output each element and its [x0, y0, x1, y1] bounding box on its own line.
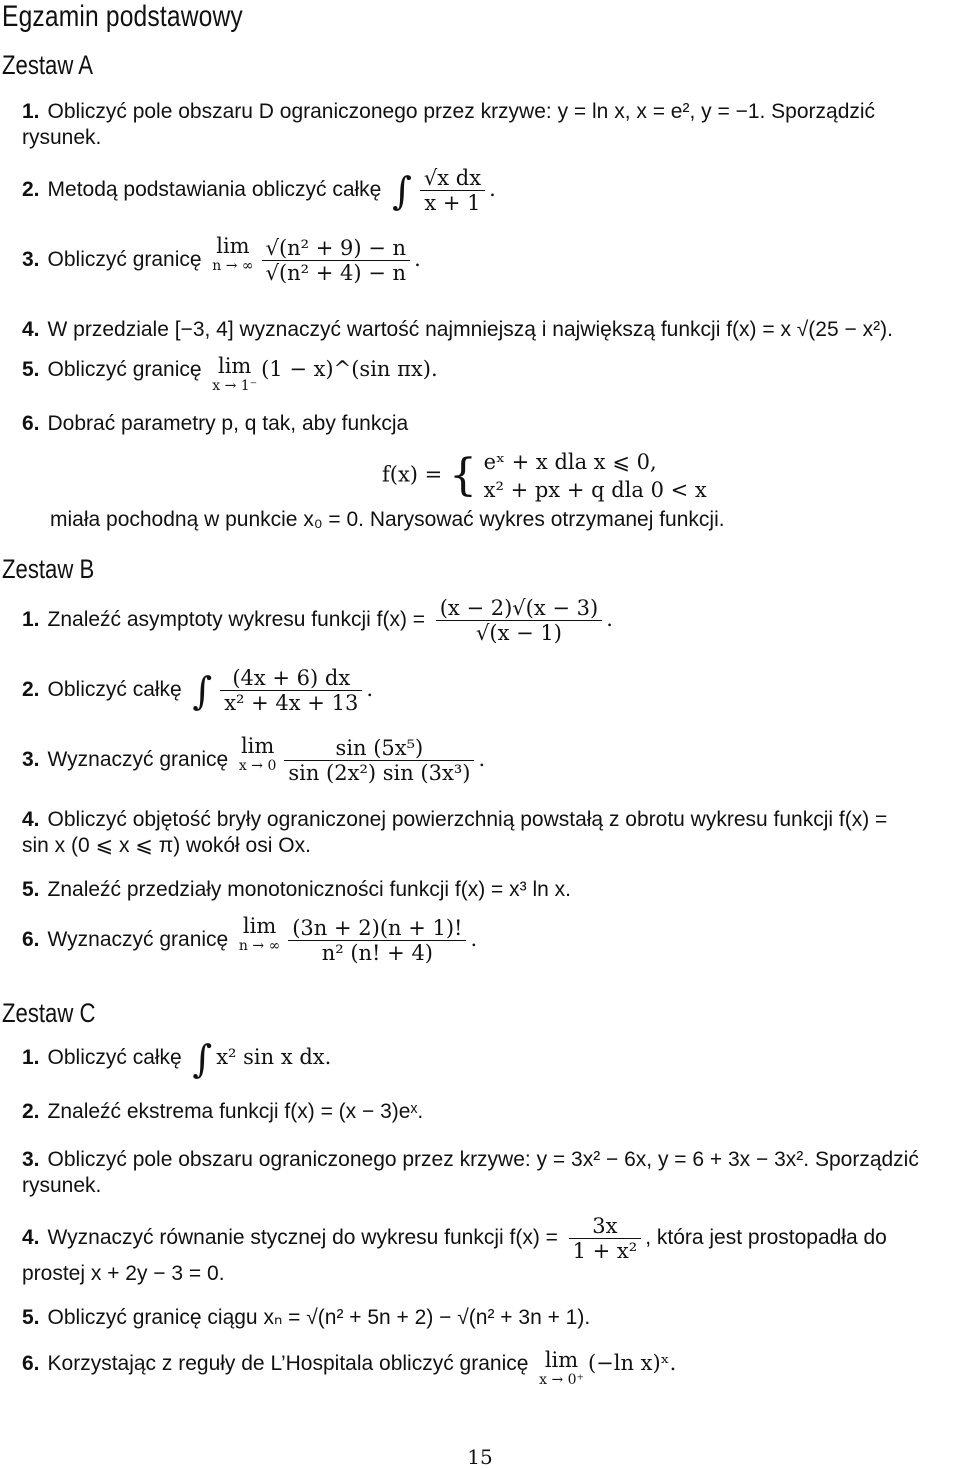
piecewise-function	[382, 448, 707, 504]
limit-subscript: n → ∞	[212, 258, 254, 274]
limit-operator	[539, 1350, 584, 1390]
problem-text: Wyznaczyć granicę	[47, 748, 229, 771]
section-heading-a: Zestaw A	[2, 50, 94, 80]
fraction	[284, 736, 474, 785]
problem-text: Obliczyć granicę ciągu xₙ = √(n² + 5n + 2) − √(n² + 3n + 1).	[47, 1306, 591, 1329]
numerator: (3n + 2)(n + 1)!	[288, 916, 466, 941]
problem-text: Znaleźć przedziały monotoniczności funkcji f(x) = x³ ln x.	[47, 878, 571, 901]
numerator: sin (5x⁵)	[284, 736, 474, 761]
limit-expression: (−ln x)ˣ.	[587, 1351, 677, 1375]
trailing-punct: .	[489, 177, 496, 201]
problem-text: Wyznaczyć granicę	[47, 928, 229, 951]
denominator: x + 1	[424, 191, 481, 215]
problem-number: 4.	[22, 808, 40, 831]
problem-c3	[22, 1146, 919, 1173]
fraction	[436, 596, 602, 645]
limit-label: lim	[216, 234, 250, 258]
problem-c6	[22, 1350, 676, 1390]
problem-b6	[22, 916, 477, 965]
numerator: (x − 2)√(x − 3)	[436, 596, 602, 621]
problem-b5	[22, 876, 571, 903]
problem-text: Obliczyć granicę	[47, 358, 202, 381]
problem-text: W przedziale [−3, 4] wyznaczyć wartość najmniejszą i największą funkcji f(x) = x √(25 − x²).	[47, 318, 893, 341]
denominator: sin (2x²) sin (3x³)	[288, 761, 471, 785]
integral-sign: ∫	[392, 168, 412, 213]
problem-number: 1.	[22, 1046, 40, 1069]
problem-number: 6.	[22, 1352, 40, 1375]
denominator: √(n² + 4) − n	[265, 261, 407, 285]
problem-number: 3.	[22, 248, 40, 271]
limit-subscript: n → ∞	[238, 938, 281, 954]
cases	[484, 448, 707, 504]
limit-label: lim	[544, 1348, 579, 1372]
integral-sign: ∫	[192, 1036, 213, 1081]
limit-expression: (1 − x)^(sin πx).	[261, 357, 438, 381]
problem-a5	[22, 356, 438, 396]
problem-b4-cont	[22, 832, 311, 859]
problem-text: Obliczyć granicę	[47, 248, 202, 271]
problem-a3	[22, 236, 421, 285]
limit-label: lim	[240, 734, 275, 758]
problem-number: 2.	[22, 1100, 40, 1123]
fraction	[220, 666, 362, 715]
problem-number: 6.	[22, 928, 40, 951]
problem-c4	[22, 1214, 887, 1263]
problem-number: 5.	[22, 878, 40, 901]
limit-label: lim	[218, 354, 252, 378]
problem-text-continued: prostej x + 2y − 3 = 0.	[22, 1262, 225, 1285]
trailing-punct: .	[470, 927, 478, 951]
limit-subscript: x → 0	[238, 758, 277, 774]
integral-sign: ∫	[192, 668, 213, 713]
limit-operator	[212, 356, 257, 396]
problem-a4	[22, 316, 893, 343]
integrand: x² sin x dx.	[216, 1045, 332, 1069]
problem-text: Obliczyć całkę	[47, 678, 182, 701]
problem-b1	[22, 596, 613, 645]
numerator: √x dx	[420, 166, 485, 191]
problem-number: 3.	[22, 748, 40, 771]
fraction	[262, 236, 411, 285]
problem-b2	[22, 666, 373, 715]
problem-a6	[22, 410, 408, 437]
problem-b3	[22, 736, 485, 785]
denominator: 1 + x²	[572, 1239, 638, 1263]
problem-b4	[22, 806, 887, 833]
problem-text: Korzystając z reguły de L’Hospitala obliczyć granicę	[47, 1352, 529, 1375]
problem-text-continued: rysunek.	[22, 1174, 102, 1197]
problem-number: 2.	[22, 178, 40, 201]
fraction	[288, 916, 466, 965]
problem-a2	[22, 166, 496, 215]
problem-c2	[22, 1098, 423, 1125]
problem-a1	[22, 98, 875, 125]
problem-text: Obliczyć pole obszaru ograniczonego przez krzywe: y = 3x² − 6x, y = 6 + 3x − 3x². Sporządzić	[47, 1148, 919, 1171]
denominator: x² + 4x + 13	[224, 691, 359, 715]
problem-number: 4.	[22, 318, 40, 341]
problem-text: Obliczyć całkę	[47, 1046, 182, 1069]
problem-text: Obliczyć pole obszaru D ograniczonego przez krzywe: y = ln x, x = e², y = −1. Sporządzić	[47, 100, 876, 123]
problem-number: 3.	[22, 1148, 40, 1171]
problem-number: 1.	[22, 100, 40, 123]
problem-number: 2.	[22, 678, 40, 701]
numerator: √(n² + 9) − n	[262, 236, 411, 261]
limit-operator	[239, 736, 276, 776]
section-heading-c: Zestaw C	[2, 998, 96, 1028]
numerator: (4x + 6) dx	[220, 666, 362, 691]
problem-a6-cont	[50, 506, 725, 533]
problem-number: 1.	[22, 608, 40, 631]
problem-text: Metodą podstawiania obliczyć całkę	[47, 178, 382, 201]
fraction	[569, 1214, 642, 1263]
trailing-punct: .	[606, 607, 613, 631]
denominator: √(x − 1)	[476, 621, 562, 645]
problem-c4-cont	[22, 1260, 225, 1287]
problem-text: Znaleźć asymptoty wykresu funkcji f(x) =	[47, 608, 426, 631]
problem-a1-cont	[22, 124, 101, 151]
problem-c1	[22, 1036, 332, 1081]
function-label: f(x) =	[382, 462, 443, 487]
problem-text-continued: sin x (0 ⩽ x ⩽ π) wokół osi Ox.	[22, 834, 311, 857]
problem-c5	[22, 1304, 590, 1331]
page-number: 15	[467, 1445, 493, 1469]
page-title: Egzamin podstawowy	[2, 0, 243, 33]
problem-text: Znaleźć ekstrema funkcji f(x) = (x − 3)eˣ.	[47, 1100, 424, 1123]
fraction	[420, 166, 485, 215]
problem-text: Wyznaczyć równanie stycznej do wykresu funkcji f(x) =	[47, 1226, 558, 1249]
trailing-punct: .	[414, 247, 421, 271]
limit-operator	[212, 236, 253, 276]
denominator: n² (n! + 4)	[321, 941, 433, 965]
case-1: eˣ + x dla x ⩽ 0,	[483, 450, 657, 474]
problem-text: Obliczyć objętość bryły ograniczonej powierzchnią powstałą z obrotu wykresu funkcji f(x) =	[47, 808, 888, 831]
limit-label: lim	[242, 914, 277, 938]
limit-operator	[239, 916, 280, 956]
limit-subscript: x → 0⁺	[539, 1372, 584, 1388]
problem-text-continued: rysunek.	[22, 126, 102, 149]
problem-text: Dobrać parametry p, q tak, aby funkcja	[47, 412, 409, 435]
problem-number: 5.	[22, 358, 40, 381]
numerator: 3x	[569, 1214, 642, 1239]
limit-subscript: x → 1⁻	[212, 378, 258, 394]
trailing-punct: .	[478, 747, 486, 771]
section-heading-b: Zestaw B	[2, 554, 95, 584]
problem-c3-cont	[22, 1172, 101, 1199]
brace: {	[448, 450, 477, 501]
case-2: x² + px + q dla 0 < x	[483, 478, 707, 502]
trailing-punct: .	[366, 677, 373, 701]
problem-number: 6.	[22, 412, 40, 435]
problem-number: 4.	[22, 1226, 40, 1249]
problem-number: 5.	[22, 1306, 40, 1329]
problem-text-continued: miała pochodną w punkcie x₀ = 0. Narysować wykres otrzymanej funkcji.	[50, 508, 725, 531]
problem-text-tail: , która jest prostopadła do	[645, 1226, 887, 1249]
